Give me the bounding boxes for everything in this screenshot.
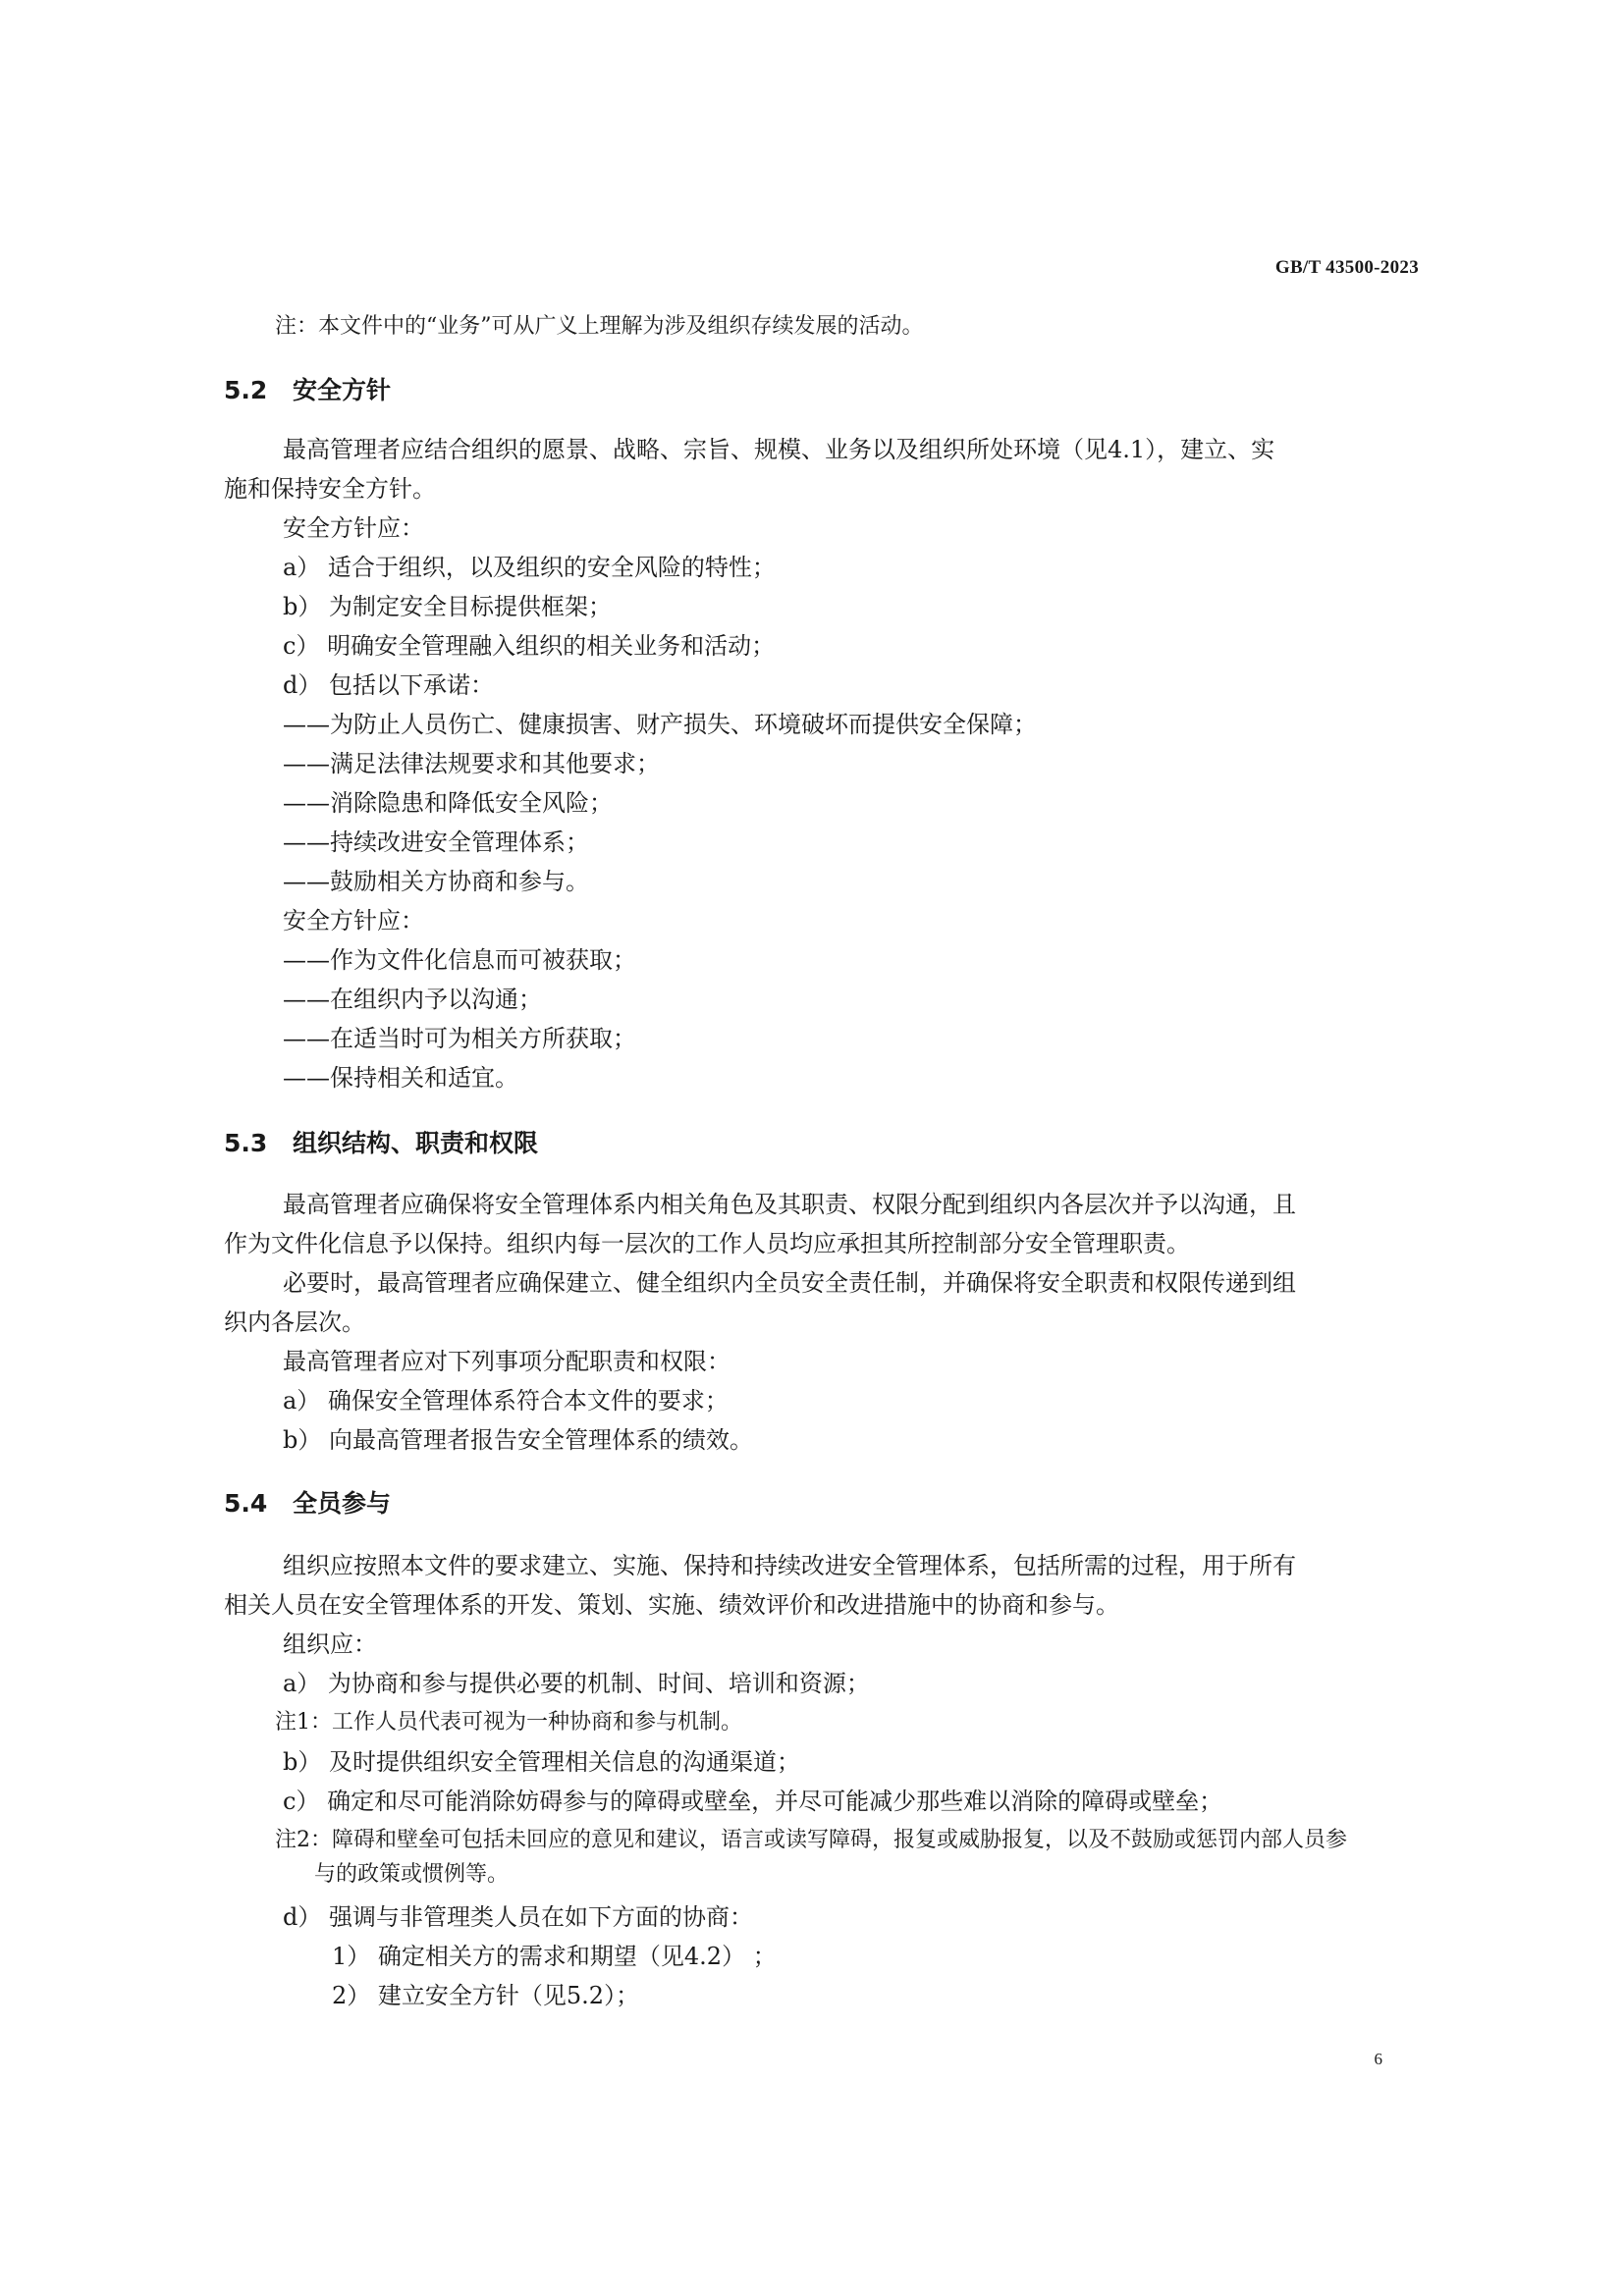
dash-item: ——持续改进安全管理体系； [283, 828, 589, 856]
dash-item: ——鼓励相关方协商和参与。 [283, 868, 589, 895]
paragraph: 组织应按照本文件的要求建立、实施、保持和持续改进安全管理体系，包括所需的过程，用于所有 [283, 1552, 1296, 1579]
dash-item: ——作为文件化信息而可被获取； [283, 946, 636, 974]
dash-item: ——在适当时可为相关方所获取； [283, 1025, 636, 1052]
note-2: 注2：障碍和壁垒可包括未回应的意见和建议，语言或读写障碍，报复或威胁报复，以及不鼓励或惩罚内部人员参 [275, 1828, 1348, 1852]
section-heading-5-2 [224, 376, 391, 405]
paragraph: 作为文件化信息予以保持。组织内每一层次的工作人员均应承担其所控制部分安全管理职责。 [224, 1230, 1190, 1257]
paragraph: 必要时，最高管理者应确保建立、健全组织内全员安全责任制，并确保将安全职责和权限传递到组 [283, 1269, 1296, 1297]
list-item: b） 为制定安全目标提供框架； [283, 593, 612, 620]
note-business: 注：本文件中的“业务”可从广义上理解为涉及组织存续发展的活动。 [275, 314, 924, 339]
standard-code: GB/T 43500-2023 [1274, 257, 1419, 278]
dash-item: ——在组织内予以沟通； [283, 986, 542, 1013]
note-1: 注1：工作人员代表可视为一种协商和参与机制。 [275, 1710, 742, 1735]
paragraph: 最高管理者应确保将安全管理体系内相关角色及其职责、权限分配到组织内各层次并予以沟通，且 [283, 1191, 1296, 1218]
paragraph: 安全方针应： [283, 907, 424, 934]
list-item: c） 明确安全管理融入组织的相关业务和活动； [283, 632, 776, 660]
paragraph: 施和保持安全方针。 [224, 475, 436, 503]
section-title: 安全方针 [293, 376, 392, 404]
page-number: 6 [1374, 2050, 1382, 2068]
section-number: 5.4 [224, 1489, 268, 1518]
paragraph: 安全方针应： [283, 514, 424, 542]
list-item: d） 包括以下承诺： [283, 671, 494, 699]
paragraph: 最高管理者应对下列事项分配职责和权限： [283, 1348, 730, 1375]
list-item: b） 向最高管理者报告安全管理体系的绩效。 [283, 1426, 753, 1454]
section-title: 全员参与 [293, 1489, 392, 1518]
list-item: d） 强调与非管理类人员在如下方面的协商： [283, 1903, 753, 1931]
dash-item: ——为防止人员伤亡、健康损害、财产损失、环境破坏而提供安全保障； [283, 711, 1037, 738]
dash-item: ——消除隐患和降低安全风险； [283, 789, 613, 817]
section-number: 5.3 [224, 1129, 268, 1157]
list-item: a） 为协商和参与提供必要的机制、时间、培训和资源； [283, 1670, 870, 1697]
section-title: 组织结构、职责和权限 [293, 1129, 539, 1157]
section-heading-5-4 [224, 1489, 391, 1519]
list-item: c） 确定和尽可能消除妨碍参与的障碍或壁垒，并尽可能减少那些难以消除的障碍或壁垒； [283, 1788, 1223, 1815]
sub-list-item: 1） 确定相关方的需求和期望（见4.2） ； [332, 1943, 777, 1970]
sub-list-item: 2） 建立安全方针（见5.2）； [332, 1982, 640, 2009]
paragraph: 织内各层次。 [224, 1308, 365, 1336]
note-2-continuation: 与的政策或惯例等。 [314, 1862, 510, 1887]
list-item: b） 及时提供组织安全管理相关信息的沟通渠道； [283, 1748, 800, 1776]
paragraph: 相关人员在安全管理体系的开发、策划、实施、绩效评价和改进措施中的协商和参与。 [224, 1591, 1119, 1619]
section-heading-5-3 [224, 1129, 538, 1158]
list-item: a） 适合于组织，以及组织的安全风险的特性； [283, 554, 776, 581]
dash-item: ——满足法律法规要求和其他要求； [283, 750, 660, 777]
list-item: a） 确保安全管理体系符合本文件的要求； [283, 1387, 729, 1415]
section-number: 5.2 [224, 376, 268, 404]
paragraph: 最高管理者应结合组织的愿景、战略、宗旨、规模、业务以及组织所处环境（见4.1），建立、实 [283, 436, 1275, 463]
paragraph: 组织应： [283, 1630, 377, 1658]
dash-item: ——保持相关和适宜。 [283, 1064, 518, 1092]
